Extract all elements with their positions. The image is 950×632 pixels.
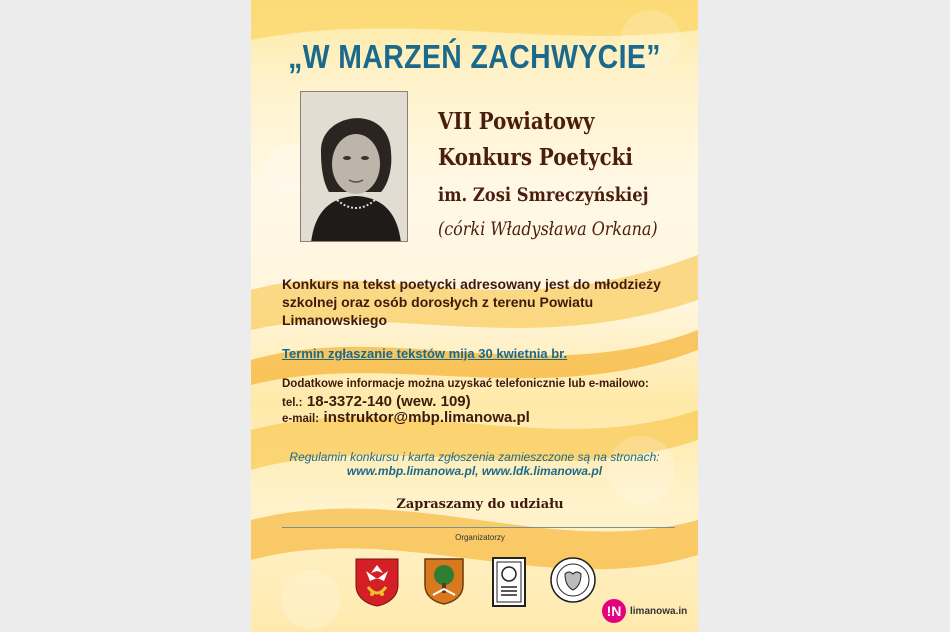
cultural-center-logo-icon: [549, 556, 597, 604]
phone-label: tel.:: [282, 397, 303, 409]
county-coat-of-arms-icon: [354, 557, 400, 607]
rules-links[interactable]: www.mbp.limanowa.pl, www.ldk.limanowa.pl: [346, 464, 603, 478]
portrait-photo-icon: [300, 91, 408, 242]
contact-info-text: Dodatkowe informacje można uzyskać telefonicznie lub e-mailowo:: [282, 378, 649, 390]
phone-value: 18-3372-140 (wew. 109): [306, 393, 471, 410]
limanowa-in-logo[interactable]: [602, 599, 687, 623]
limanowa-in-text: limanowa.in: [630, 605, 688, 617]
limanowa-in-badge-icon: !N: [602, 599, 626, 623]
email-line: [282, 409, 530, 427]
divider: [282, 527, 675, 528]
poster-title: „W MARZEŃ ZACHWYCIE”: [288, 38, 661, 75]
library-logo-icon: [492, 557, 526, 607]
heading-line-4: (córki Władysława Orkana): [438, 218, 658, 240]
poster: [251, 0, 698, 632]
invitation-text: Zapraszamy do udziału: [396, 497, 564, 512]
town-coat-of-arms-icon: [423, 557, 465, 605]
email-label: e-mail:: [282, 413, 320, 425]
organizers-label: Organizatorzy: [455, 533, 505, 542]
heading-line-1: VII Powiatowy: [438, 108, 595, 135]
rules-text: Regulamin konkursu i karta zgłoszenia zamieszczone są na stronach:: [289, 450, 660, 464]
heading-line-2: Konkurs Poetycki: [438, 144, 633, 171]
competition-description: Konkurs na tekst poetycki adresowany jest do młodzieży szkolnej oraz osób dorosłych z terenu Powiatu Limanowskiego: [282, 276, 661, 328]
email-value[interactable]: instruktor@mbp.limanowa.pl: [323, 409, 530, 426]
deadline-text: Termin zgłaszanie tekstów mija 30 kwietnia br.: [282, 346, 568, 361]
heading-line-3: im. Zosi Smreczyńskiej: [438, 184, 649, 206]
